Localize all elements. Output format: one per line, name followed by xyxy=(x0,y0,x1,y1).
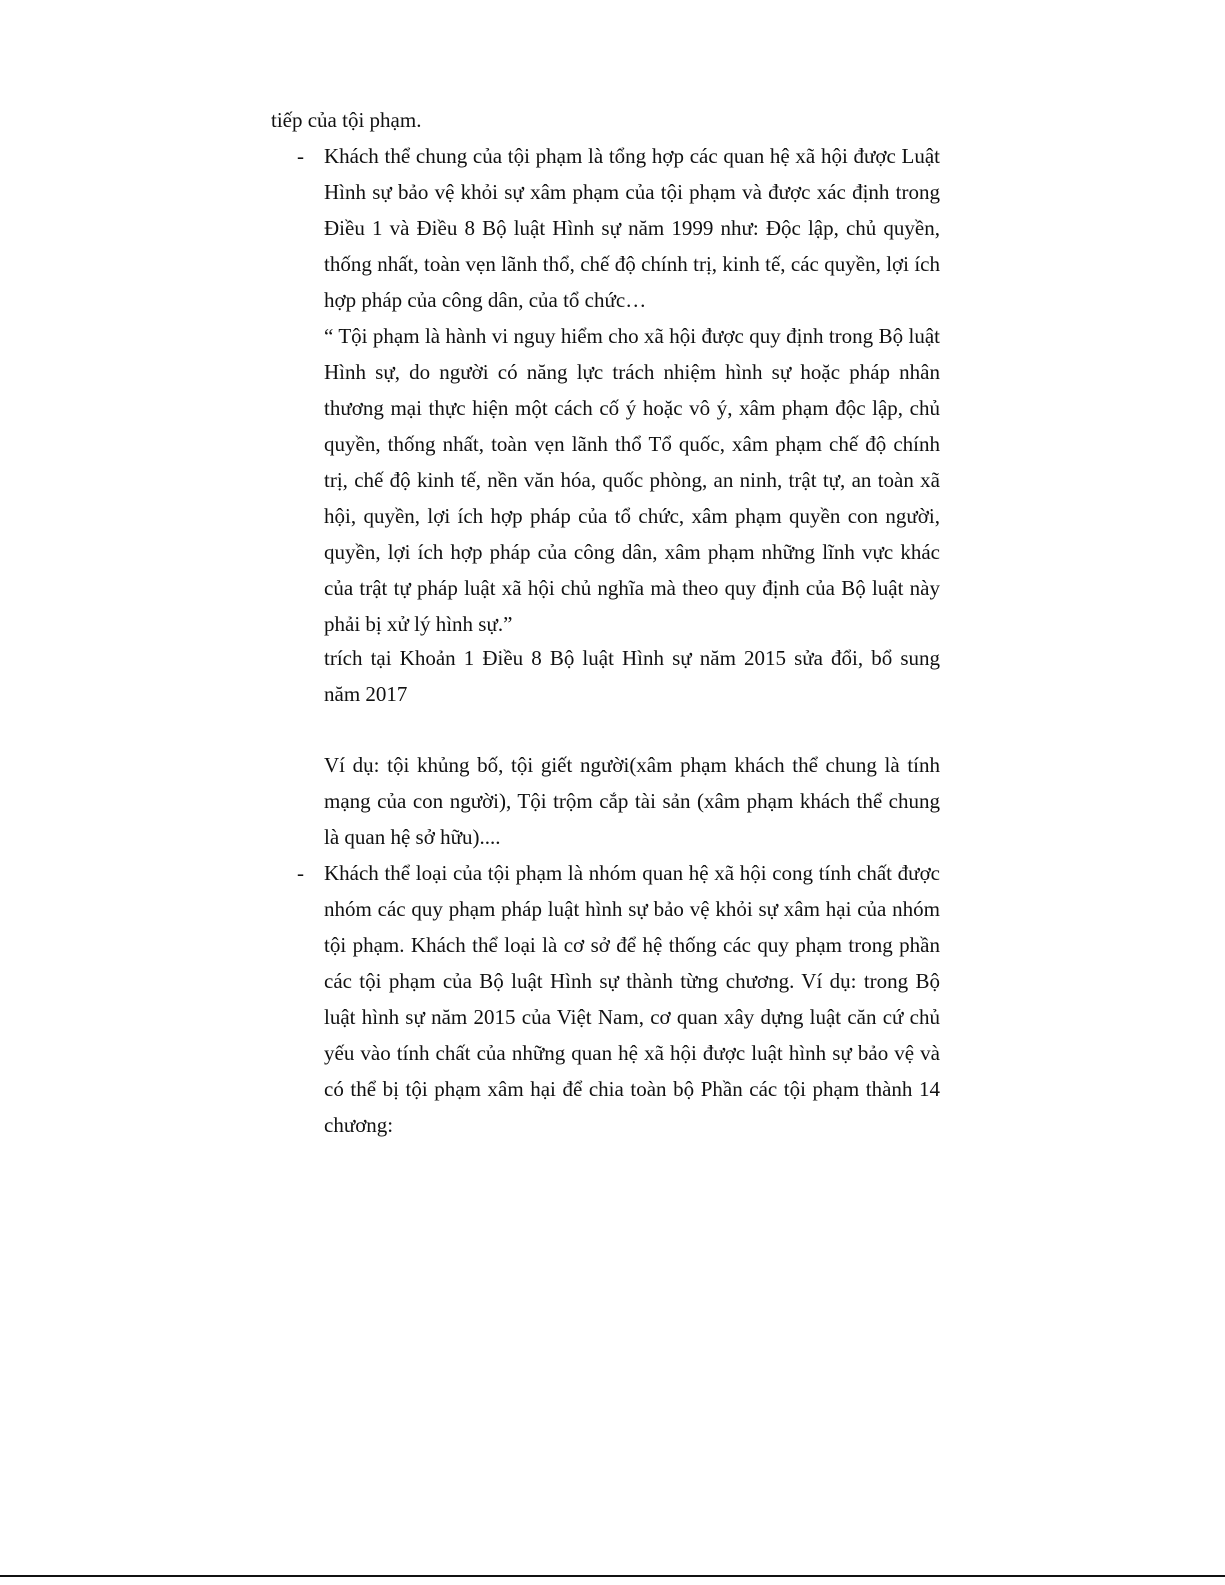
text-line: có thể bị tội phạm xâm hại để chia toàn bộ Phần các tội phạm thành 14 xyxy=(324,1077,940,1101)
text-line: luật hình sự năm 2015 của Việt Nam, cơ quan xây dựng luật căn cứ chủ xyxy=(324,1005,940,1029)
example-block xyxy=(324,747,940,855)
text-line: các tội phạm của Bộ luật Hình sự thành từng chương. Ví dụ: trong Bộ xyxy=(324,969,940,993)
text-line: nhóm các quy phạm pháp luật hình sự bảo vệ khỏi sự xâm hại của nhóm xyxy=(324,897,940,921)
paragraph-category-object xyxy=(324,855,940,1143)
text-line: tội phạm. Khách thể loại là cơ sở để hệ thống các quy phạm trong phần xyxy=(324,933,940,957)
text-line: quyền, lợi ích hợp pháp của công dân, xâm phạm những lĩnh vực khác xyxy=(324,540,940,564)
text-line: yếu vào tính chất của những quan hệ xã hội được luật hình sự bảo vệ và xyxy=(324,1041,940,1065)
text-line: Ví dụ: tội khủng bố, tội giết người(xâm phạm khách thể chung là tính xyxy=(324,753,940,777)
text-line: Điều 1 và Điều 8 Bộ luật Hình sự năm 1999 như: Độc lập, chủ quyền, xyxy=(324,216,940,240)
text-line: của trật tự pháp luật xã hội chủ nghĩa mà theo quy định của Bộ luật này xyxy=(324,576,940,600)
text-line: thương mại thực hiện một cách cố ý hoặc vô ý, xâm phạm độc lập, chủ xyxy=(324,396,940,420)
bullet-marker-1: - xyxy=(297,144,304,168)
text-line: trị, chế độ kinh tế, nền văn hóa, quốc phòng, an ninh, trật tự, an toàn xã xyxy=(324,468,940,492)
text-line: Khách thể chung của tội phạm là tổng hợp các quan hệ xã hội được Luật xyxy=(324,144,940,168)
bullet-marker-2: - xyxy=(297,861,304,885)
text-line: quyền, thống nhất, toàn vẹn lãnh thổ Tổ quốc, xâm phạm chế độ chính xyxy=(324,432,940,456)
text-line: Hình sự, do người có năng lực trách nhiệm hình sự hoặc pháp nhân xyxy=(324,360,940,384)
text-line: trích tại Khoản 1 Điều 8 Bộ luật Hình sự năm 2015 sửa đổi, bổ sung xyxy=(324,646,940,670)
carry-over-line: tiếp của tội phạm. xyxy=(271,108,422,132)
paragraph-general-object xyxy=(324,138,940,318)
text-line: chương: xyxy=(324,1113,394,1137)
page-bottom-rule xyxy=(0,1575,1225,1577)
text-line: thống nhất, toàn vẹn lãnh thổ, chế độ chính trị, kinh tế, các quyền, lợi ích xyxy=(324,252,940,276)
text-line: hợp pháp của công dân, của tổ chức… xyxy=(324,288,647,312)
quote-block xyxy=(324,318,940,642)
text-line: năm 2017 xyxy=(324,682,408,706)
citation-block xyxy=(324,640,940,712)
text-line: “ Tội phạm là hành vi nguy hiểm cho xã hội được quy định trong Bộ luật xyxy=(324,324,940,348)
text-line: hội, quyền, lợi ích hợp pháp của tổ chức, xâm phạm quyền con người, xyxy=(324,504,940,528)
text-line: mạng của con người), Tội trộm cắp tài sản (xâm phạm khách thể chung xyxy=(324,789,940,813)
text-line: Hình sự bảo vệ khỏi sự xâm phạm của tội phạm và được xác định trong xyxy=(324,180,940,204)
text-line: phải bị xử lý hình sự.” xyxy=(324,612,513,636)
text-line: Khách thể loại của tội phạm là nhóm quan hệ xã hội cong tính chất được xyxy=(324,861,940,885)
text-line: là quan hệ sở hữu).... xyxy=(324,825,501,849)
